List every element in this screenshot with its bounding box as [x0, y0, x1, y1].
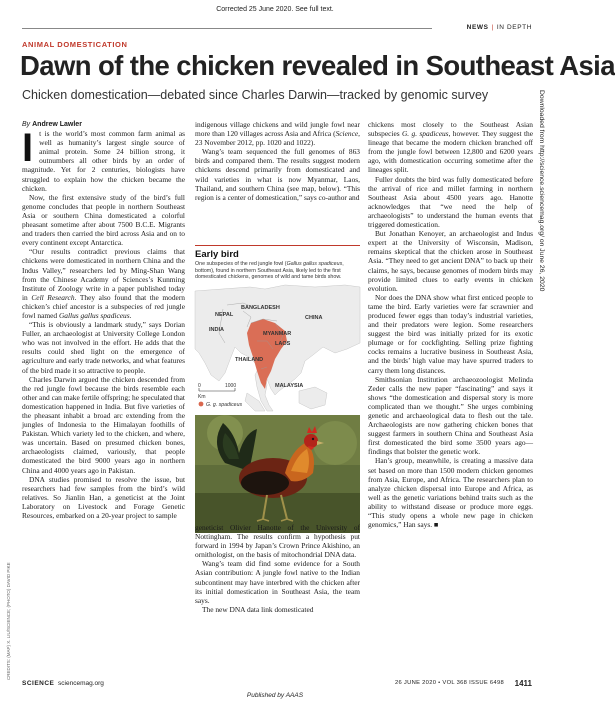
paragraph: indigenous village chickens and wild jungle fowl near more than 120 villages across Asia and Africa (Science, 23 November 2012, pp. 1020 and 1022).	[195, 120, 360, 148]
section-news: NEWS	[466, 24, 489, 31]
column-2	[195, 120, 360, 202]
legend-swatch	[199, 401, 204, 406]
image-credits-text: CREDITS: (MAP) X. LIU/SCIENCE; (PHOTO) DAVID PIKE	[6, 562, 11, 680]
byline	[22, 120, 185, 129]
paragraph: “Our results contradict previous claims that chickens were domesticated in northern China and the Indus Valley,” researchers led by Ming-Shan Wang from the Chinese Academy of Sciences’s Kunming Institute of Zoology write in a paper published today in Cell Research. They also found that the modern chicken’s chief ancestor is a subspecies of red jungle fowl named Gallus gallus spadiceus.	[22, 247, 185, 320]
figure-title: Early bird	[195, 245, 360, 260]
download-notice[interactable]	[535, 90, 547, 630]
paragraph: Nor does the DNA show what first enticed people to tame the bird. Early varieties were far scrawnier and produced fewer eggs than today’s industrial varieties, and their predators were legion. Some researchers suggest the bird was initially prized for its exotic plumage or for cockfighting. Selling prize fighting cocks remains a lucrative business in Southeast Asia, and the birds’ high value may have spurred traders to carry them long distances.	[368, 292, 533, 375]
map-scale-zero: 0	[198, 382, 201, 389]
section-subsection: IN DEPTH	[496, 24, 532, 31]
map-scale-unit: Km	[198, 393, 206, 400]
rooster-photo	[195, 415, 360, 533]
paragraph: Charles Darwin argued the chicken descended from the red jungle fowl because the birds resemble each other and can make fertile offspring; he speculated that domestication happened in India. But five varieties of the pheasant inhabit a broad arc extending from the jungles of Indonesia to the Himalayan foothills of Pakistan. Which variety led to the chicken, and where, was uncertain. Based on presumed chicken bones, archaeologists claimed, variously, that people domesticated the bird 9000 years ago in northern China and 4000 years ago in Pakistan.	[22, 374, 185, 475]
section-separator: |	[491, 24, 494, 31]
download-notice-text[interactable]: Downloaded from http://science.sciencemag.org/ on June 26, 2020	[538, 90, 545, 292]
article-deck: Chicken domestication—debated since Charles Darwin—tracked by genomic survey	[22, 88, 489, 102]
article-kicker: ANIMAL DOMESTICATION	[22, 40, 128, 49]
legend-label: G. g. spadiceus	[206, 401, 243, 408]
section-label	[467, 24, 532, 31]
paragraph: Smithsonian Institution archaeozoologist Melinda Zeder calls the new paper “fascinating” and says it shows “the domestication and dispersal story is more complicated than we thought.” She urges combining genetic and archaeological data to flesh out the tale. Archaeologists are now gathering chicken bones that suggest farmers in southern China and Southeast Asia first domesticated the bird some 3500 years ago—findings that bolster the genetic work.	[368, 374, 533, 457]
paragraph: Wang’s team did find some evidence for a South Asian contribution: A jungle fowl native to the Indian subcontinent may have interbred with the chicken after its initial domestication in Southeast Asia, the team says.	[195, 559, 360, 605]
section-rule	[22, 28, 432, 29]
map-label-china: CHINA	[305, 314, 323, 321]
map-label-india: INDIA	[209, 326, 224, 333]
paragraph: DNA studies promised to resolve the issue, but researchers had few samples from the bird’s wild relatives. So Jianlin Han, a geneticist at the Joint Laboratory on Livestock and Forage Genetic Resources, embarked on a 20-year project to sample	[22, 474, 185, 521]
article-headline: Dawn of the chicken revealed in Southeast Asia	[20, 50, 615, 81]
paragraph: The new DNA data link domesticated	[202, 604, 314, 614]
column-2-continued	[195, 523, 360, 614]
figure-graphic	[195, 283, 360, 533]
paragraph: It is the world’s most common farm animal as well as humanity’s largest single source of animal protein. Some 24 billion strong, it outnumbers all other birds by an order of magnitude. Yet for 2 centuries, biologists have struggled to explain how the chicken became the chicken.	[22, 126, 185, 193]
publisher-note: Published by AAAS	[246, 692, 304, 699]
column-1	[22, 120, 185, 520]
image-credits	[6, 480, 16, 680]
map-label-bangladesh: BANGLADESH	[241, 304, 280, 311]
map-label-laos: LAOS	[275, 340, 291, 347]
byline-prefix: By	[22, 121, 33, 128]
figure-early-bird	[195, 245, 360, 520]
page-footer	[22, 680, 532, 690]
footer-site[interactable]: sciencemag.org	[58, 680, 104, 687]
paragraph: Wang’s team sequenced the full genomes of 863 birds and compared them. The results suggest modern chickens descend primarily from domesticated and wild varieties in what is now Myanmar, Laos, Thailand, and southern China (see map, below). “This region is a center of domestication,” says co-author and	[195, 147, 360, 202]
section-header	[22, 24, 532, 32]
drop-cap: I	[22, 126, 34, 171]
paragraph: “This is obviously a landmark study,” says Dorian Fuller, an archaeologist at University College London who was not involved in the effort. He adds that the results could shed light on the emergence of agriculture and early trade networks, and what features of the bird made it so attractive to people.	[22, 320, 185, 375]
paragraph: geneticist Olivier Hanotte of the University of Nottingham. The results confirm a hypothesis put forward in 1994 by Japan’s Crown Prince Akishino, an ornithologist, on the basis of mitochondrial DNA data.	[195, 523, 360, 560]
paragraph: chickens most closely to the Southeast Asian subspecies G. g. spadiceus, however. They suggest the lineage that became the modern chicken branched off from the jungle fowl between 12,800 and 6200 years ago, with domestication occurring sometime after the lineages split.	[368, 120, 533, 175]
figure-caption: One subspecies of the red jungle fowl (Gallus gallus spadiceus, bottom), found in northern Southeast Asia, likely led to the first domesticated chickens, genomes of wild and tame birds show.	[195, 261, 344, 281]
column-3	[368, 120, 533, 529]
map-label-nepal: NEPAL	[215, 311, 234, 318]
correction-notice[interactable]: Corrected 25 June 2020. See full text.	[216, 6, 334, 13]
paragraph: But Jonathan Kenoyer, an archaeologist and Indus expert at the University of Wisconsin, Madison, remains skeptical that the chicken arose in Southeast Asia. “They need to get ancient DNA” to back up their claims, he says, because genomes of modern birds may provide limited clues to early events in chicken evolution.	[368, 229, 533, 293]
map-label-thailand: THAILAND	[235, 356, 264, 363]
map-label-malaysia: MALAYSIA	[275, 382, 304, 389]
footer-page-number: 1411	[514, 679, 532, 688]
footer-issue: 26 JUNE 2020 • VOL 368 ISSUE 6498	[394, 680, 504, 686]
paragraph: Han’s group, meanwhile, is creating a massive data set based on more than 1500 modern chicken genomes from Asia, Europe, and Africa. The researchers plan to analyze chicken dispersal into Europe and Africa, as well as the genetic variations behind traits such as the ability to withstand disease or produce more eggs. “This study opens a whole new page in chicken genomics,” Han says. ■	[368, 456, 533, 530]
paragraph: Now, the first extensive study of the bird’s full genome concludes that people in northern Southeast Asia or southern China domesticated a colorful pheasant sometime after about 7500 B.C.E. Migrants and traders then carried the bird across Asia and on to every continent except Antarctica.	[22, 192, 185, 248]
footer-journal: SCIENCE sciencemag.org	[22, 680, 104, 687]
paragraph: Fuller doubts the bird was fully domesticated before the arrival of rice and millet farming in northern Southeast Asia about 4500 years ago. Hanotte acknowledges that “we need the help of archaeologists” to understand the human events that triggered domestication.	[368, 174, 533, 230]
map-label-myanmar: MYANMAR	[263, 330, 292, 337]
byline-author: Andrew Lawler	[32, 121, 82, 128]
map-scale-max: 1000	[225, 382, 237, 389]
